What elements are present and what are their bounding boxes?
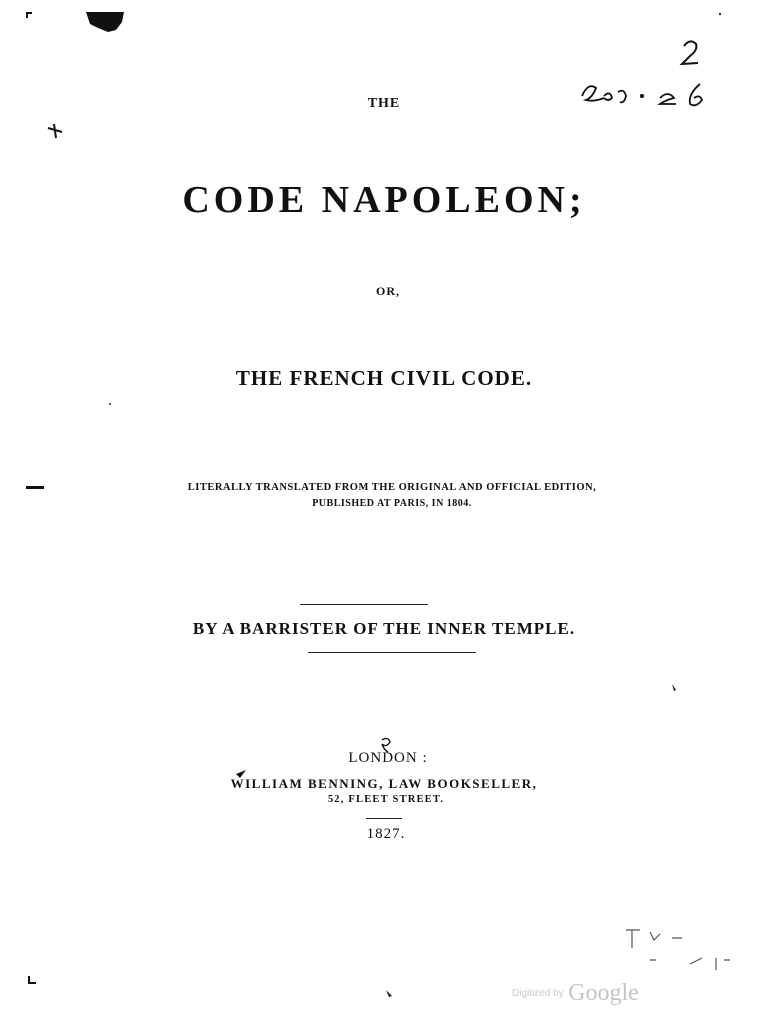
margin-dash [26, 486, 44, 489]
margin-mark [48, 124, 62, 138]
corner-mark-2 [26, 12, 28, 18]
translation-note-line-2: PUBLISHED AT PARIS, IN 1804. [312, 498, 472, 509]
imprint-year: 1827. [366, 826, 406, 842]
speck-right [672, 684, 676, 691]
imprint-place: LONDON : [348, 750, 428, 766]
author-line: BY A BARRISTER OF THE INNER TEMPLE. [192, 619, 576, 638]
handwritten-number [682, 41, 698, 64]
title-article: THE [367, 96, 401, 111]
watermark-brand-logo: Google [568, 980, 639, 1006]
watermark-prefix: Digitized by [512, 988, 564, 999]
corner-mark-bottom [28, 976, 30, 982]
imprint-address: 52, FLEET STREET. [327, 794, 445, 805]
digitization-watermark [512, 980, 639, 1007]
ink-tick [236, 770, 246, 778]
speck-small [109, 403, 111, 405]
ink-blot [86, 12, 124, 32]
handwritten-shelfmark [582, 84, 702, 105]
imprint-publisher: WILLIAM BENNING, LAW BOOKSELLER, [230, 776, 538, 791]
corner-mark-bottom-2 [28, 982, 36, 984]
book-subtitle: THE FRENCH CIVIL CODE. [235, 366, 533, 390]
book-title: CODE NAPOLEON; [182, 179, 586, 221]
translation-note-line-1: LITERALLY TRANSLATED FROM THE ORIGINAL AND OFFICIAL EDITION, [187, 482, 597, 493]
speck-small-2 [719, 13, 721, 15]
title-conjunction: OR, [376, 284, 400, 298]
library-stamp [626, 930, 730, 970]
speck [386, 990, 392, 997]
ink-mark-london [382, 738, 390, 752]
